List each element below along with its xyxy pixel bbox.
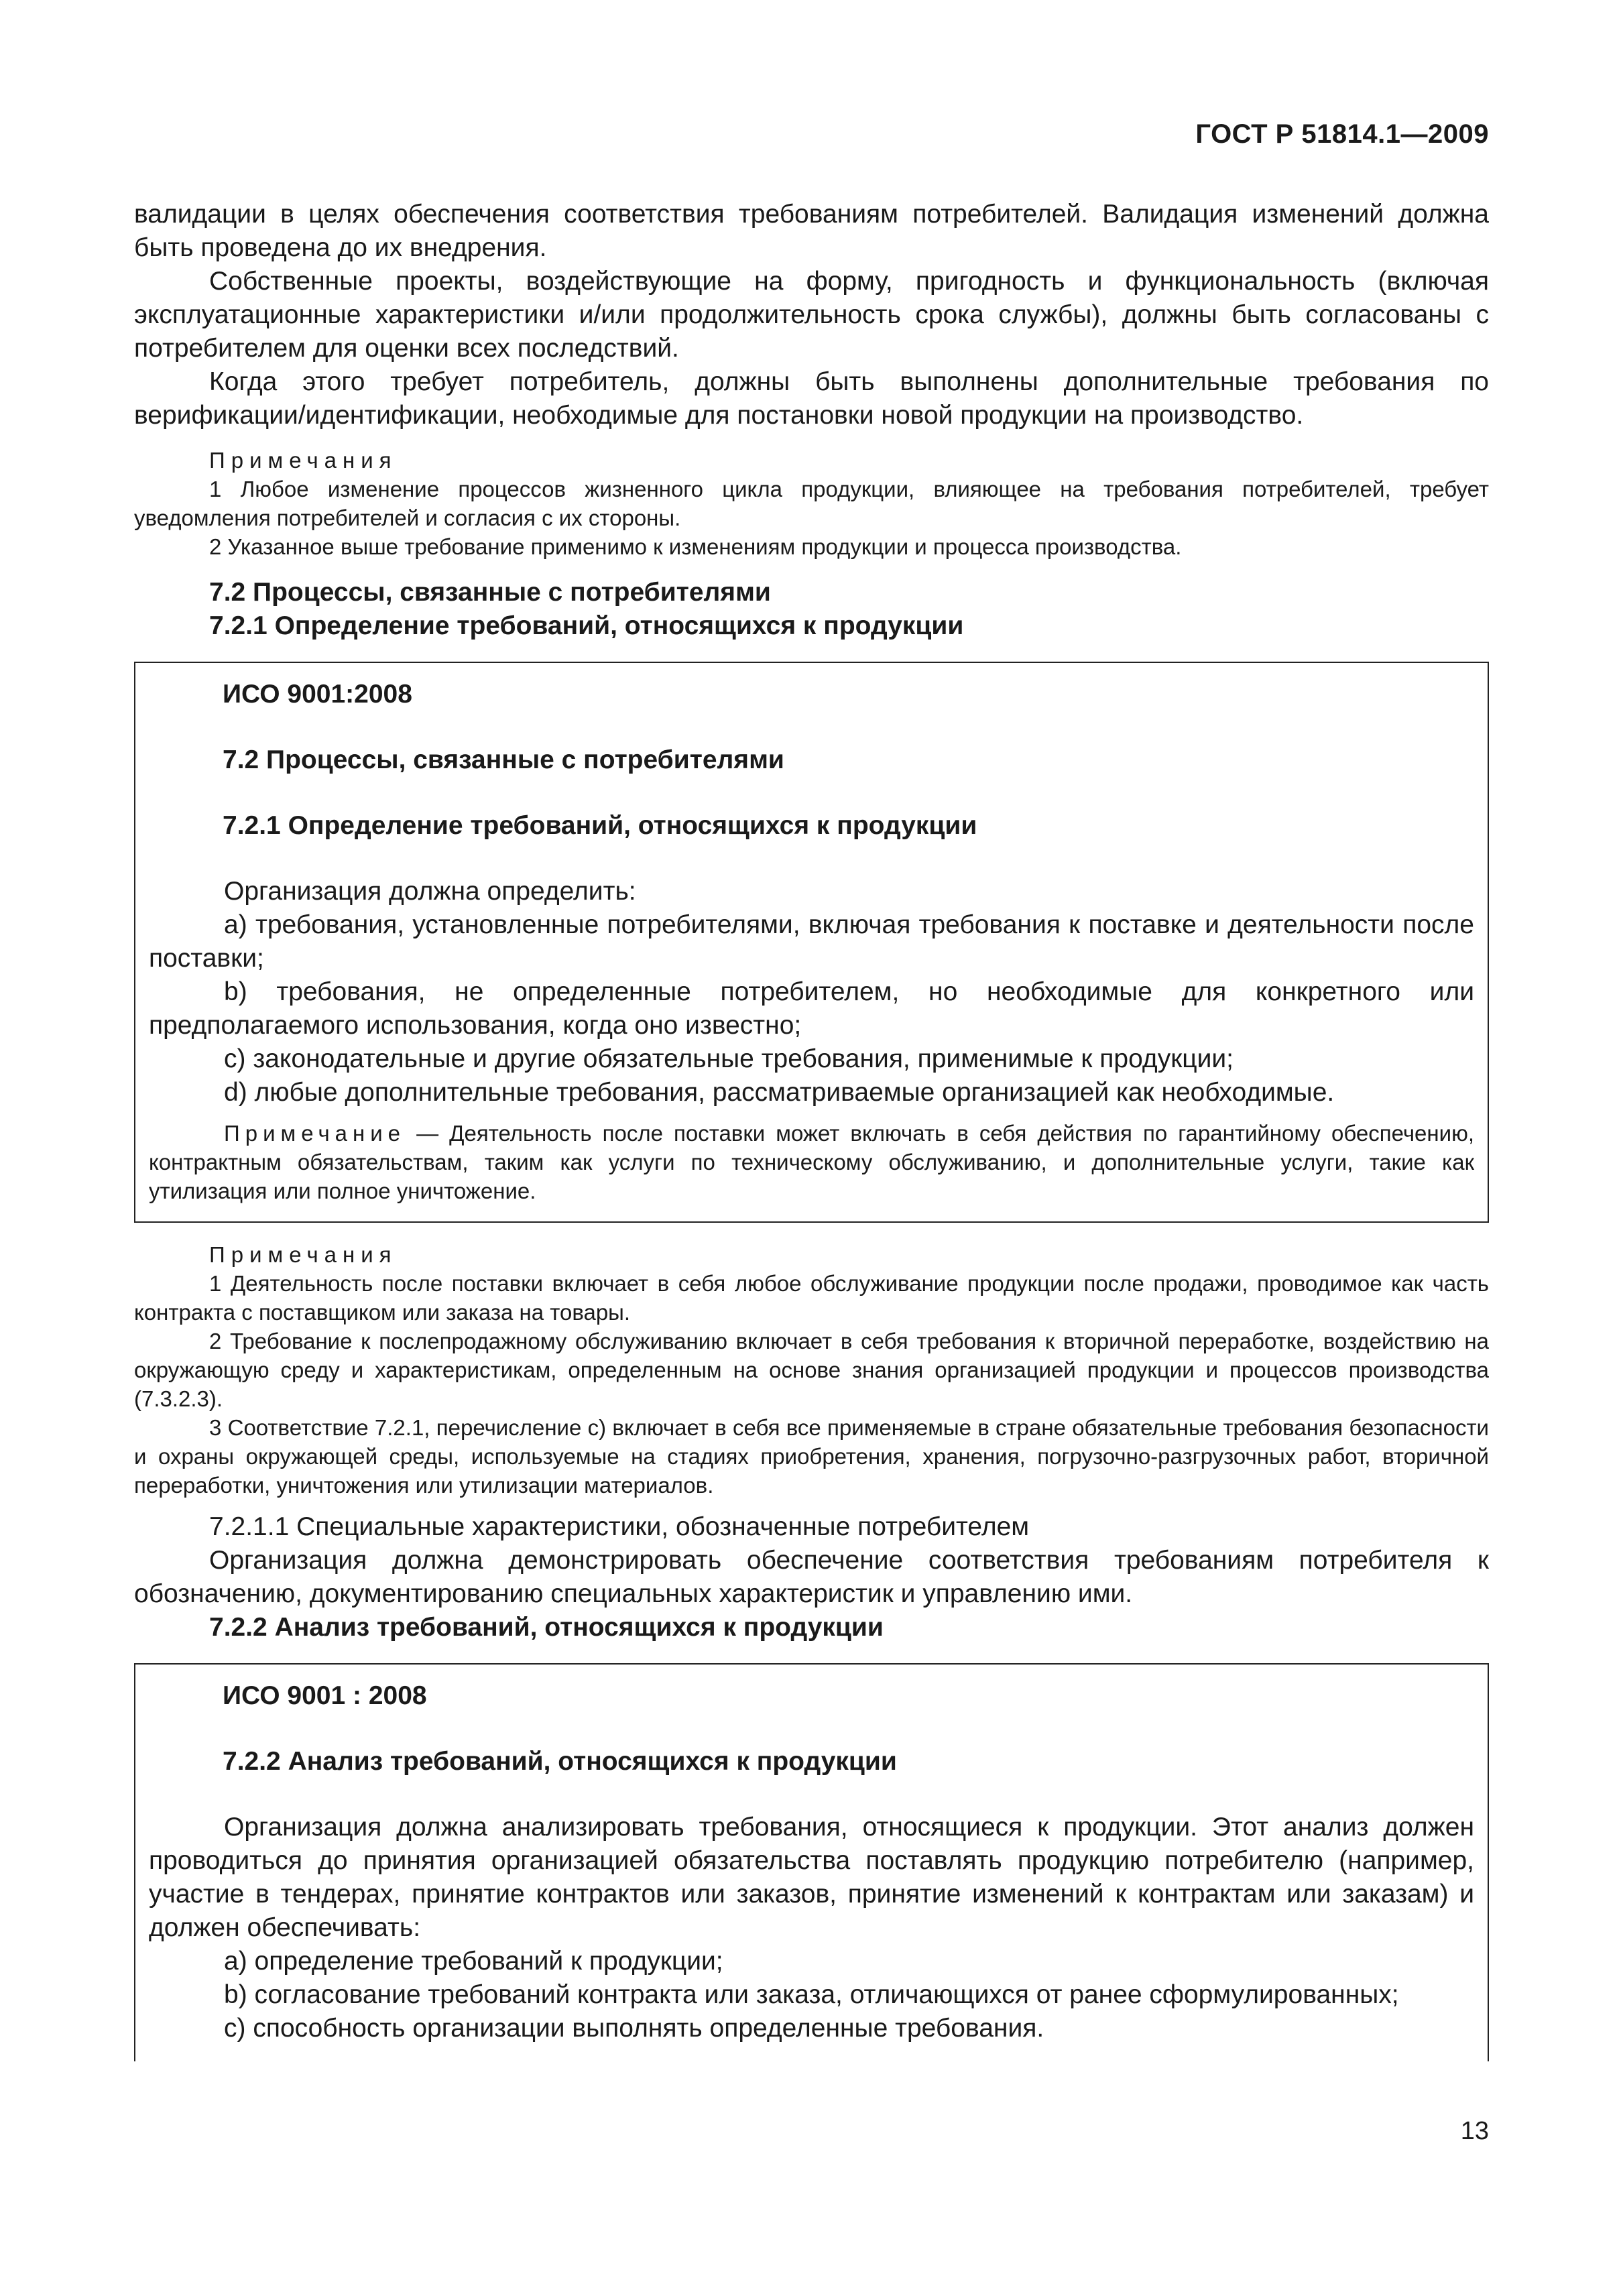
box-subsection-heading: 7.2.2 Анализ требований, относящихся к продукции	[223, 1747, 897, 1776]
iso-quote-box	[134, 1663, 1489, 2061]
notes-heading: Примечания	[209, 1242, 398, 1267]
subsection-heading: 7.2.2 Анализ требований, относящихся к продукции	[209, 1613, 884, 1642]
section-heading: 7.2 Процессы, связанные с потребителями	[209, 578, 771, 607]
note-item: 1 Деятельность после поставки включает в себя любое обслуживание продукции после продажи, проводимое как часть контракта с поставщиком или заказа на товары.	[134, 1271, 1489, 1325]
box-note	[149, 1119, 1474, 1205]
box-note-text: — Деятельность после поставки может включать в себя действия по гарантийному обеспечению, контрактным обязательствам, таким как услуги по техническому обслуживанию, и дополнительные услуги, такие как утилизация или полное уничтожение.	[149, 1121, 1474, 1203]
intro-paragraph: Когда этого требует потребитель, должны быть выполнены дополнительные требования по верификации/идентификации, необходимые для постановки новой продукции на производство.	[134, 367, 1489, 430]
box-list-item: a) определение требований к продукции;	[224, 1947, 723, 1976]
box-section-heading: 7.2 Процессы, связанные с потребителями	[223, 745, 784, 774]
document-code: ГОСТ Р 51814.1—2009	[1195, 119, 1489, 149]
box-subsection-heading: 7.2.1 Определение требований, относящихся к продукции	[223, 811, 977, 840]
subsection-heading: 7.2.1 Определение требований, относящихся к продукции	[209, 611, 964, 640]
box-lead: Организация должна анализировать требования, относящиеся к продукции. Этот анализ должен проводиться до принятия организацией обязательства поставлять продукцию потребителю (например, участие в тендерах, принятие контрактов или заказов, принятие изменений к контрактам или заказам) и должен обеспечивать:	[149, 1813, 1474, 1942]
box-list-item: b) согласование требований контракта или заказа, отличающихся от ранее сформулированных;	[224, 1980, 1399, 2009]
box-list-item: c) законодательные и другие обязательные требования, применимые к продукции;	[224, 1044, 1234, 1073]
note-item: 1 Любое изменение процессов жизненного цикла продукции, влияющее на требования потребителей, требует уведомления потребителей и согласия с их стороны.	[134, 477, 1489, 530]
box-list-item: d) любые дополнительные требования, рассматриваемые организацией как необходимые.	[224, 1078, 1335, 1107]
clause-heading: 7.2.1.1 Специальные характеристики, обозначенные потребителем	[209, 1512, 1030, 1541]
iso-standard-label: ИСО 9001:2008	[223, 680, 412, 709]
page-number: 13	[1460, 2117, 1489, 2145]
note-item: 2 Требование к послепродажному обслуживанию включает в себя требования к вторичной переработке, воздействию на окружающую среду и характеристикам, определенным на основе знания организацией продукции и процессов производства (7.3.2.3).	[134, 1329, 1489, 1411]
clause-text: Организация должна демонстрировать обеспечение соответствия требованиям потребителя к обозначению, документированию специальных характеристик и управлению ими.	[134, 1546, 1489, 1608]
box-lead: Организация должна определить:	[224, 877, 636, 906]
page-content	[134, 198, 1489, 2061]
iso-quote-box	[134, 662, 1489, 1223]
note-item: 2 Указанное выше требование применимо к изменениям продукции и процесса производства.	[209, 534, 1182, 559]
note-item: 3 Соответствие 7.2.1, перечисление c) включает в себя все применяемые в стране обязательные требования безопасности и охраны окружающей среды, используемые на стадиях приобретения, хранения, погрузочно-разгрузочных работ, вторичной переработки, уничтожения или утилизации материалов.	[134, 1415, 1489, 1498]
box-list-item: b) требования, не определенные потребителем, но необходимые для конкретного или предполагаемого использования, когда оно известно;	[149, 977, 1474, 1040]
box-list-item: c) способность организации выполнять определенные требования.	[224, 2014, 1044, 2043]
notes-heading: Примечания	[209, 448, 398, 473]
intro-paragraph: Собственные проекты, воздействующие на форму, пригодность и функциональность (включая эксплуатационные характеристики и/или продолжительность срока службы), должны быть согласованы с потребителем для оценки всех последствий.	[134, 267, 1489, 363]
box-list-item: a) требования, установленные потребителями, включая требования к поставке и деятельности после поставки;	[149, 910, 1474, 973]
iso-standard-label: ИСО 9001 : 2008	[223, 1681, 427, 1710]
box-note-label: Примечание	[224, 1121, 406, 1146]
intro-paragraph: валидации в целях обеспечения соответствия требованиям потребителей. Валидация изменений должна быть проведена до их внедрения.	[134, 200, 1489, 262]
